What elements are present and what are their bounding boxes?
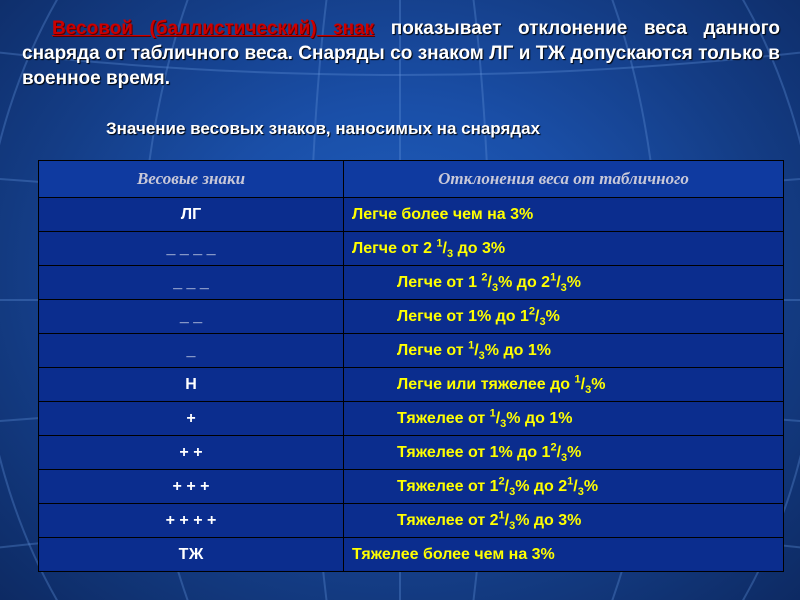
weight-sign-cell: + + + bbox=[39, 470, 344, 504]
deviation-text: % до 3% bbox=[515, 511, 582, 529]
deviation-text: / bbox=[573, 477, 578, 495]
table-row bbox=[39, 402, 784, 436]
deviation-text: / bbox=[556, 443, 562, 461]
table-row bbox=[39, 470, 784, 504]
fraction-part: 2 bbox=[481, 271, 488, 284]
fraction-part: 1 bbox=[550, 271, 557, 284]
deviation-text: % до 2 bbox=[515, 477, 568, 495]
fraction-part: 3 bbox=[560, 281, 567, 294]
table-row bbox=[39, 198, 784, 232]
weight-sign-cell: _ _ bbox=[39, 300, 344, 334]
deviation-text: Тяжелее от bbox=[397, 409, 490, 427]
fraction-part: 3 bbox=[500, 417, 507, 430]
table-row bbox=[39, 334, 784, 368]
weight-sign-cell: + + + + bbox=[39, 504, 344, 538]
deviation-text: / bbox=[556, 273, 561, 291]
fraction-part: 1 bbox=[489, 407, 496, 420]
weight-sign-cell: Н bbox=[39, 368, 344, 402]
deviation-text: Тяжелее от 1 bbox=[397, 477, 499, 495]
weight-sign-cell: + bbox=[39, 402, 344, 436]
deviation-text: / bbox=[487, 273, 492, 291]
deviation-text: / bbox=[442, 239, 447, 257]
deviation-text: % bbox=[567, 443, 582, 461]
deviation-text: Легче от 1% до 1 bbox=[397, 307, 529, 325]
weight-deviation-cell bbox=[344, 368, 784, 402]
weight-deviation-cell bbox=[344, 198, 784, 232]
fraction-part: 1 bbox=[468, 339, 475, 352]
fraction-part: 1 bbox=[436, 237, 443, 250]
weight-sign-cell: _ _ _ bbox=[39, 266, 344, 300]
weight-deviation-cell bbox=[344, 470, 784, 504]
fraction-part: 3 bbox=[585, 383, 592, 396]
table-row bbox=[39, 538, 784, 572]
deviation-text: % bbox=[545, 307, 560, 325]
weight-sign-cell: _ _ _ _ bbox=[39, 232, 344, 266]
table-row bbox=[39, 266, 784, 300]
table-row bbox=[39, 504, 784, 538]
ballistic-sign-term: Весовой (баллистический) знак bbox=[52, 18, 375, 39]
deviation-text: % bbox=[591, 375, 606, 393]
table-title: Значение весовых знаков, наносимых на снарядах bbox=[106, 119, 541, 138]
table-header-row bbox=[39, 161, 784, 198]
fraction-part: 2 bbox=[550, 441, 557, 454]
fraction-part: 1 bbox=[498, 509, 505, 522]
intro-text: показывает отклонение веса данного снаряда от табличного веса. Снаряды со знаком ЛГ и ТЖ допускаются только в военное время. bbox=[22, 18, 781, 89]
deviation-text: / bbox=[504, 511, 510, 529]
weight-sign-cell: ТЖ bbox=[39, 538, 344, 572]
deviation-text: Тяжелее от 1% до 1 bbox=[397, 443, 551, 461]
deviation-text: Тяжелее более чем на 3% bbox=[352, 545, 555, 563]
weight-deviation-cell bbox=[344, 538, 784, 572]
deviation-text: Легче от bbox=[397, 341, 469, 359]
deviation-text: Легче от 2 bbox=[352, 239, 437, 257]
deviation-text: % до 1% bbox=[484, 341, 551, 359]
deviation-text: % до 1% bbox=[506, 409, 573, 427]
table-row bbox=[39, 300, 784, 334]
weight-signs-table bbox=[38, 160, 784, 572]
deviation-text: до 3% bbox=[453, 239, 506, 257]
deviation-text: % до 2 bbox=[498, 273, 551, 291]
deviation-text: / bbox=[535, 307, 540, 325]
fraction-part: 1 bbox=[567, 475, 574, 488]
fraction-part: 3 bbox=[539, 315, 546, 328]
table-row bbox=[39, 232, 784, 266]
weight-sign-cell: ЛГ bbox=[39, 198, 344, 232]
deviation-text: Легче от 1 bbox=[397, 273, 482, 291]
weight-sign-cell: + + bbox=[39, 436, 344, 470]
weight-sign-cell: _ bbox=[39, 334, 344, 368]
deviation-text: Легче более чем на 3% bbox=[352, 205, 534, 223]
fraction-part: 2 bbox=[528, 305, 536, 318]
weight-deviation-cell bbox=[344, 504, 784, 538]
table-row bbox=[39, 368, 784, 402]
weight-deviation-cell bbox=[344, 232, 784, 266]
weight-deviation-cell bbox=[344, 300, 784, 334]
header-weight-deviation: Отклонения веса от табличного bbox=[344, 161, 784, 198]
deviation-text: Легче или тяжелее до bbox=[397, 375, 575, 393]
fraction-part: 3 bbox=[509, 519, 516, 532]
header-weight-signs: Весовые знаки bbox=[39, 161, 344, 198]
weight-deviation-cell bbox=[344, 436, 784, 470]
fraction-part: 2 bbox=[498, 475, 505, 488]
intro-paragraph bbox=[22, 16, 780, 91]
fraction-part: 3 bbox=[577, 485, 584, 498]
weight-deviation-cell bbox=[344, 334, 784, 368]
fraction-part: 1 bbox=[574, 373, 581, 386]
deviation-text: % bbox=[566, 273, 582, 291]
fraction-part: 3 bbox=[478, 349, 485, 362]
fraction-part: 3 bbox=[509, 485, 516, 498]
deviation-text: / bbox=[580, 375, 586, 393]
deviation-text: Тяжелее от 2 bbox=[397, 511, 499, 529]
weight-deviation-cell bbox=[344, 266, 784, 300]
deviation-text: % bbox=[583, 477, 599, 495]
fraction-part: 3 bbox=[561, 451, 568, 464]
deviation-text: / bbox=[495, 409, 501, 427]
fraction-part: 3 bbox=[447, 247, 454, 260]
weight-deviation-cell bbox=[344, 402, 784, 436]
fraction-part: 3 bbox=[492, 281, 499, 294]
deviation-text: / bbox=[474, 341, 479, 359]
table-row bbox=[39, 436, 784, 470]
deviation-text: / bbox=[504, 477, 510, 495]
